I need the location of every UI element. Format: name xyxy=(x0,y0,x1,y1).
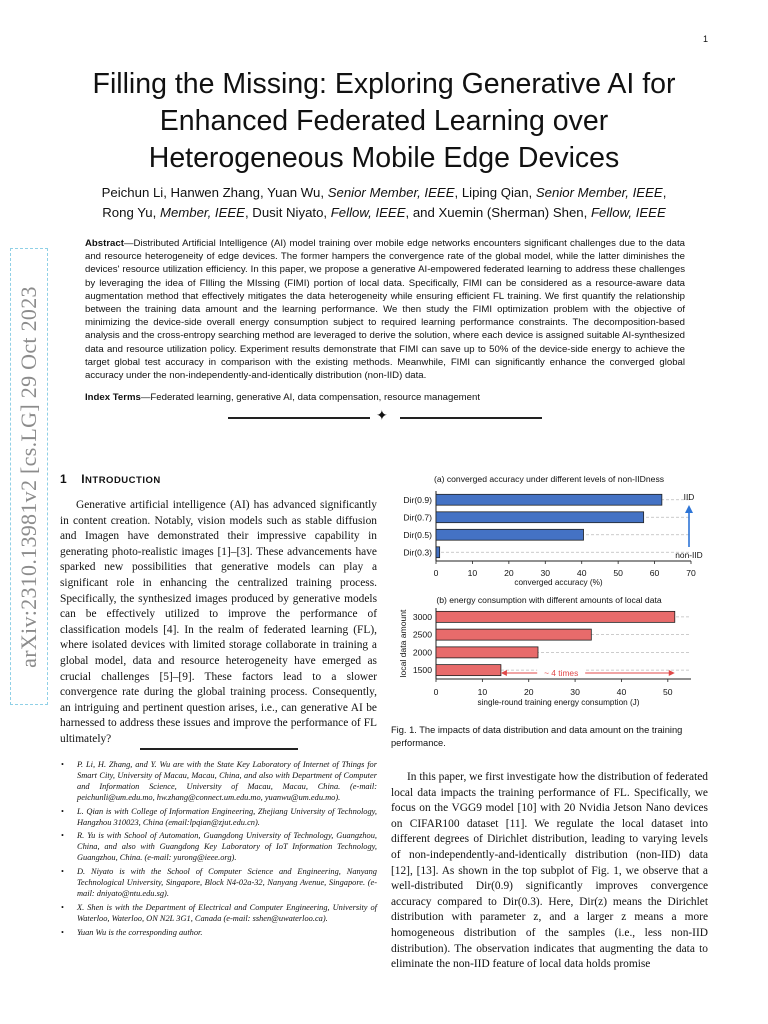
index-terms-text: —Federated learning, generative AI, data compensation, resource management xyxy=(140,392,480,403)
author-role: Senior Member, IEEE xyxy=(535,185,663,200)
tick-label: 20 xyxy=(523,687,534,697)
page-number: 1 xyxy=(702,34,708,44)
title-line: Heterogeneous Mobile Edge Devices xyxy=(148,142,620,174)
footnote xyxy=(60,867,377,900)
author-line xyxy=(60,183,708,203)
bullet-icon: • xyxy=(61,927,64,937)
tick-label: 50 xyxy=(663,687,673,697)
section-number: 1 xyxy=(60,472,68,486)
author-list xyxy=(60,183,708,223)
footnote xyxy=(60,831,377,864)
divider-line xyxy=(228,417,370,419)
author-role: Senior Member, IEEE xyxy=(327,185,455,200)
category-label: 1500 xyxy=(412,665,432,676)
title-line: Filling the Missing: Exploring Generative AI for xyxy=(92,68,676,100)
author-names: Peichun Li, Hanwen Zhang, Yuan Wu, xyxy=(101,185,325,200)
footnote xyxy=(60,903,377,925)
index-terms-label: Index Terms xyxy=(85,392,141,403)
footnote-text: P. Li, H. Zhang, and Y. Wu are with the State Key Laboratory of Internet of Things for Smart City, University of Macau, Macau, China, and also with Department of Computer and Information Science, University of Macau, Macau, China. (e-mail: peichunli@um.edu.mo, hw.zhang@connect.um.edu.mo, yuanwu@um.edu.mo). xyxy=(77,760,377,802)
title-line: Enhanced Federated Learning over xyxy=(159,105,609,137)
bar xyxy=(436,512,644,523)
category-label: 2000 xyxy=(412,647,432,658)
annotation-4-times: ~ 4 times xyxy=(544,668,579,678)
figure-1 xyxy=(391,470,708,720)
intro-paragraph: Generative artificial intelligence (AI) has advanced significantly in content creation. Notably, vision models such as stable diffusion and Imagen have demonstrated their impressive capability in generating photo-realistic images [1]–[3]. These advancements have sparked new possibilities that generative models can play a significant role in enhancing the centralized training process. Specifically, the synthesized images produced by generative models can be effectively utilized to improve the performance of classification models [4]. In the realm of federated learning (FL), where isolated devices with limited storage collaborate in training a global model, data and resource heterogeneity have emerged as crucial challenges [5]–[9]. These factors lead to a slower convergence rate during the global training process. Consequently, an intriguing and pertinent question arises, i.e., can generative AI be harnessed to address these issues and improve the performance of FL ultimately? xyxy=(60,499,377,745)
category-label: Dir(0.7) xyxy=(403,512,432,523)
footnote xyxy=(60,807,377,829)
index-terms xyxy=(85,391,685,404)
tick-label: 0 xyxy=(433,687,439,697)
divider-line xyxy=(400,417,542,419)
tick-label: 60 xyxy=(649,568,660,578)
arrow-up-icon xyxy=(685,505,693,513)
annotation-iid: IID xyxy=(683,492,695,502)
author-role: Member, IEEE xyxy=(159,205,245,220)
footnote-text: D. Niyato is with the School of Computer Science and Engineering, Nanyang Technological University, Singapore, Block N4-02a-32, Nanyang Avenue, Singapore. (e-mail: dniyato@ntu.edu.sg). xyxy=(77,867,377,898)
tick-label: 30 xyxy=(570,687,580,697)
x-axis-label: converged accuracy (%) xyxy=(514,578,603,587)
bullet-icon: • xyxy=(61,760,64,769)
footnotes xyxy=(60,760,377,942)
tick-label: 20 xyxy=(504,568,514,578)
tick-label: 70 xyxy=(686,568,696,578)
bar xyxy=(436,529,584,540)
bullet-icon: • xyxy=(61,831,64,841)
bullet-icon: • xyxy=(61,867,64,877)
arrow-left-icon xyxy=(501,670,507,676)
abstract-text: —Distributed Artificial Intelligence (AI) model training over mobile edge networks encounters significant challenges due to the data and resource heterogeneity of edge devices. The former hampers the convergence rate of the global model, while the latter diminishes the devices' resource utilization efficiency. In this paper, we propose a generative AI-empowered federated learning to address these challenges by leveraging the idea of FIlling the MIssing (FIMI) portion of local data. Specifically, FIMI can be considered as a resource-aware data augmentation method that effectively mitigates the data heterogeneity while ensuring efficient FL training. We first quantify the relationship between the training data amount and the learning performance. We then study the FIMI optimization problem with the objective of minimizing the device-side overall energy consumption subject to required learning performance constraints. The decomposition-based analysis and the cross-entropy searching method are leveraged to derive the solution, where each device is assigned suitable AI-synthesized data and resource utilization policy. Experiment results demonstrate that FIMI can save up to 50% of the device-side energy to achieve the target global test accuracy in comparison with the existing methods. Meanwhile, FIMI can significantly enhance the converged global accuracy under the non-independently-and-identically distribution (non-IID) data. xyxy=(85,238,685,382)
tick-label: 0 xyxy=(433,568,439,578)
figure-caption: Fig. 1. The impacts of data distribution and data amount on the training performance. xyxy=(391,725,683,748)
tick-label: 10 xyxy=(477,687,488,697)
paper-title xyxy=(60,66,708,177)
footnote-text: R. Yu is with School of Automation, Guangdong University of Technology, Guangzhou, China, and also with Guangdong Key Laboratory of IoT Information Technology, Guangzhou, China. (e-mail: yurong@ieee.org). xyxy=(77,831,377,863)
bar xyxy=(436,629,591,640)
annotation-non-iid: non-IID xyxy=(675,550,703,560)
section-heading xyxy=(60,472,161,486)
author-names: Rong Yu, xyxy=(102,205,157,220)
category-label: 2500 xyxy=(412,629,432,640)
figure-1-chart xyxy=(391,470,708,715)
footnote-text: Yuan Wu is the corresponding author. xyxy=(77,927,203,937)
arrow-right-icon xyxy=(669,670,675,676)
category-label: Dir(0.5) xyxy=(403,529,432,540)
section-title-initial: I xyxy=(81,472,86,486)
author-names: , and Xuemin (Sherman) Shen, xyxy=(405,205,588,220)
footnote-text: X. Shen is with the Department of Electrical and Computer Engineering, University of Waterloo, Waterloo, ON N2L 3G1, Canada (e-mail: sshen@uwaterloo.ca). xyxy=(77,902,377,923)
category-label: Dir(0.3) xyxy=(403,547,432,558)
category-label: 3000 xyxy=(412,611,432,622)
tick-label: 50 xyxy=(613,568,623,578)
bar xyxy=(436,647,538,658)
author-line xyxy=(60,203,708,223)
author-names: , Liping Qian, xyxy=(454,185,533,200)
bar xyxy=(436,494,662,505)
arxiv-stamp[interactable] xyxy=(10,248,48,705)
bar xyxy=(436,547,440,558)
x-axis-label: single-round training energy consumption (J) xyxy=(477,698,640,707)
arxiv-stamp-text: arXiv:2310.13981v2 [cs.LG] 29 Oct 2023 xyxy=(16,285,41,668)
category-label: Dir(0.9) xyxy=(403,494,432,505)
chart-title: (b) energy consumption with different amounts of local data xyxy=(436,595,662,605)
tick-label: 40 xyxy=(616,687,627,697)
section-title-rest: NTRODUCTION xyxy=(85,475,161,486)
footnote-text: L. Qian is with College of Information Engineering, Zhejiang University of Technology, Hangzhou 310023, China (email:lpqian@zjut.edu.cn). xyxy=(77,806,377,827)
tick-label: 30 xyxy=(540,568,551,578)
author-role: Fellow, IEEE xyxy=(590,205,666,220)
right-column-paragraph: In this paper, we first investigate how the distribution of federated local data impacts the training performance of FL. Specifically, we focus on the VGG9 model [10] with 20 Nvidia Jetson Nano devices on CIFAR100 dataset [11]. We regulate the local dataset into different degrees of Dirichlet distribution, leading to varying levels of non-independently-and-identically distribution (non-IID) data [12], [13]. As shown in the top subplot of Fig. 1, we observe that a well-distributed Dir(0.9) significantly improves convergence accuracy compared to Dir(0.3). Here, Dir(z) means the Dirichlet distribution with parameter z, and a larger z means a more homogeneous distribution of the samples (i.e., less non-IID distribution). The observation indicates that augmenting the data to eliminate the non-IID feature of local data holds promise xyxy=(391,771,708,971)
bullet-icon: • xyxy=(61,902,64,912)
y-axis-label: local data amount xyxy=(398,609,408,678)
abstract xyxy=(85,237,685,382)
tick-label: 10 xyxy=(467,568,478,578)
bar xyxy=(436,665,501,676)
author-role: Fellow, IEEE xyxy=(330,205,406,220)
author-names: , Dusit Niyato, xyxy=(244,205,328,220)
author-names: , xyxy=(662,185,667,200)
divider-star-icon: ✦ xyxy=(376,408,388,424)
abstract-label: Abstract xyxy=(85,238,124,249)
footnote xyxy=(60,760,377,804)
tick-label: 40 xyxy=(576,568,587,578)
bar xyxy=(436,611,675,622)
chart-title: (a) converged accuracy under different levels of non-IIDness xyxy=(433,474,665,484)
footnote-rule xyxy=(140,748,298,750)
bullet-icon: • xyxy=(61,806,64,816)
footnote xyxy=(60,928,377,939)
